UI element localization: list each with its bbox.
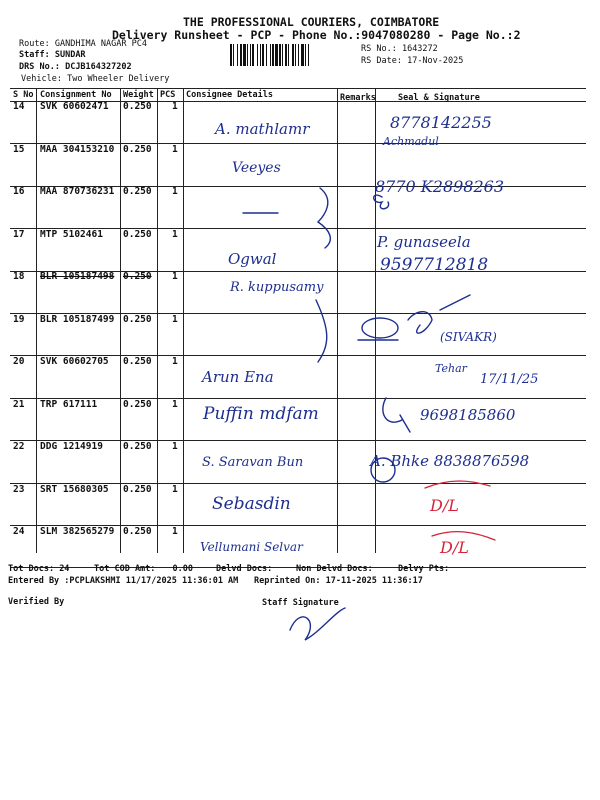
vehicle-row [21,74,169,84]
row-weight: 0.250 [123,314,152,325]
handwritten-consignee: A. mathlamr [215,120,310,138]
verified-by: Verified By [8,597,65,607]
vehicle-label: Vehicle: [21,74,62,84]
brace-stroke [318,188,330,248]
rs-date-value: 17-Nov-2025 [407,56,464,66]
row-pcs: 1 [172,229,178,240]
col-divider [375,88,376,553]
barcode-bar [288,44,289,66]
row-pcs: 1 [172,441,178,452]
delvd-docs-label: Delvd Docs: [216,564,273,574]
row-sno: 15 [13,144,25,155]
handwritten-consignee: Veeyes [232,160,281,176]
handwritten-consignee: Sebasdin [212,494,291,514]
barcode-bar [295,44,296,66]
barcode-bar [240,44,242,66]
vehicle-value: Two Wheeler Delivery [67,74,170,84]
barcode-bar [243,44,246,66]
row-weight: 0.250 [123,229,152,240]
barcode-bar [282,44,283,66]
row-consignment: MAA 304153210 [40,144,115,155]
entered-by: Entered By :PCPLAKSHMI 11/17/2025 11:36:01 AM [8,576,239,586]
row-sno: 18 [13,271,25,282]
row-pcs: 1 [172,144,178,155]
row-pcs: 1 [172,314,178,325]
col-divider [337,88,338,553]
handwritten-consignee: Vellumani Selvar [200,540,303,554]
row-pcs: 1 [172,484,178,495]
row-weight: 0.250 [123,186,152,197]
handwritten-signature: 8770 K2898263 [375,177,505,196]
handwritten-signature: 9597712818 [380,255,489,275]
col-divider [157,88,158,553]
rs-date-label: RS Date: [361,56,402,66]
row-sno: 21 [13,399,25,410]
barcode-bar [292,44,294,66]
barcode-bar [270,44,271,66]
row-consignment: MTP 5102461 [40,229,103,240]
handwritten-stamp: D/L [430,496,459,515]
tot-cod-row [94,564,193,574]
barcode-bar [272,44,274,66]
staff-value: SUNDAR [54,50,86,60]
signature-stroke [383,398,410,432]
drs-row [19,62,132,72]
row-weight: 0.250 [123,144,152,155]
handwritten-signature: Tehar [435,362,467,375]
col-header-consignment: Consignment No [40,90,112,100]
rs-no-value: 1643272 [401,44,438,54]
tot-cod-value: 0.00 [172,564,194,574]
handwritten-signature: A. Bhke 8838876598 [370,452,530,470]
tot-docs-value: 24 [59,564,70,574]
row-weight: 0.250 [123,271,152,282]
company-title: THE PROFESSIONAL COURIERS, COIMBATORE [183,15,440,29]
handwritten-stamp: D/L [440,538,469,557]
barcode-bar [298,44,299,66]
staff-label: Staff: [19,50,50,60]
barcode-bar [260,44,261,66]
rs-no-row [361,44,438,54]
handwritten-signature: 17/11/25 [480,372,539,387]
col-header-pcs: PCS [160,90,176,100]
row-sno: 20 [13,356,25,367]
row-sno: 17 [13,229,25,240]
barcode-bar [279,44,281,66]
row-consignment: DDG 1214919 [40,441,103,452]
brace-stroke [316,300,327,362]
row-consignment: SVK 60602471 [40,101,109,112]
row-sno: 14 [13,101,25,112]
barcode [230,44,354,66]
barcode-bar [275,44,278,66]
col-header-weight: Weight [123,90,154,100]
row-weight: 0.250 [123,484,152,495]
rs-no-label: RS No.: [361,44,397,54]
row-sno: 16 [13,186,25,197]
reprinted-on: Reprinted On: 17-11-2025 11:36:17 [254,576,423,586]
row-sno: 23 [13,484,25,495]
handwritten-signature: 9698185860 [420,406,516,424]
runsheet-subtitle: Delivery Runsheet - PCP - Phone No.:9047080280 - Page No.:2 [112,28,521,42]
row-pcs: 1 [172,526,178,537]
handwritten-signature: 8778142255 [390,113,492,132]
row-consignment: BLR 105187499 [40,314,115,325]
row-pcs: 1 [172,186,178,197]
row-pcs: 1 [172,399,178,410]
col-header-sno: S No [13,90,34,100]
staff-row [19,50,86,60]
handwritten-consignee: Puffin mdfam [203,404,319,424]
handwritten-consignee: R. kuppusamy [230,280,324,295]
row-weight: 0.250 [123,356,152,367]
barcode-bar [308,44,309,66]
row-consignment: MAA 870736231 [40,186,115,197]
row-consignment: TRP 617111 [40,399,98,410]
row-weight: 0.250 [123,101,152,112]
tot-cod-label: Tot COD Amt: [94,564,156,574]
barcode-bar [252,44,254,66]
drs-value: DCJB164327202 [65,62,132,72]
row-pcs: 1 [172,271,178,282]
row-sno: 22 [13,441,25,452]
staff-signature-stroke [290,608,345,640]
col-header-consignee: Consignee Details [186,90,273,100]
handwritten-signature: Achmadul [383,135,439,148]
row-weight: 0.250 [123,441,152,452]
col-divider [36,88,37,553]
totals-row [8,564,69,574]
col-divider [183,88,184,553]
barcode-bar [233,44,234,66]
barcode-bar [237,44,238,66]
handwritten-consignee: Arun Ena [202,368,274,386]
table-top-line [10,88,586,89]
row-pcs: 1 [172,356,178,367]
signature-stroke [408,295,470,333]
barcode-bar [250,44,251,66]
route-value: GANDHIMA NAGAR PC4 [54,39,147,49]
row-consignment: SLM 382565279 [40,526,115,537]
route-label: Route: [19,39,50,49]
handwritten-signature: (SIVAKR) [440,330,497,344]
barcode-bar [230,44,232,66]
drs-label: DRS No.: [19,62,60,72]
barcode-bar [305,44,306,66]
col-header-seal: Seal & Signature [398,93,480,103]
barcode-bar [257,44,258,66]
circled-stroke [362,318,398,338]
handwritten-consignee: Ogwal [228,250,277,268]
barcode-bar [266,44,267,66]
non-delvd-docs-label: Non Delvd Docs: [296,564,373,574]
barcode-bar [262,44,264,66]
row-weight: 0.250 [123,526,152,537]
row-sno: 24 [13,526,25,537]
row-consignment: BLR 105187498 [40,271,115,282]
delvy-pts-label: Delvy Pts: [398,564,450,574]
barcode-bar [285,44,287,66]
col-header-remarks: Remarks [340,93,376,103]
tot-docs-label: Tot Docs: [8,564,55,574]
rs-date-row [361,56,463,66]
barcode-bar [301,44,304,66]
staff-signature-label: Staff Signature [262,598,339,608]
row-consignment: SVK 60602705 [40,356,109,367]
handwritten-consignee: S. Saravan Bun [202,455,304,470]
handwritten-signature: P. gunaseela [377,233,471,251]
row-sno: 19 [13,314,25,325]
route-row [19,39,147,49]
row-consignment: SRT 15680305 [40,484,109,495]
barcode-bar [247,44,248,66]
row-pcs: 1 [172,101,178,112]
col-divider [120,88,121,553]
row-weight: 0.250 [123,399,152,410]
